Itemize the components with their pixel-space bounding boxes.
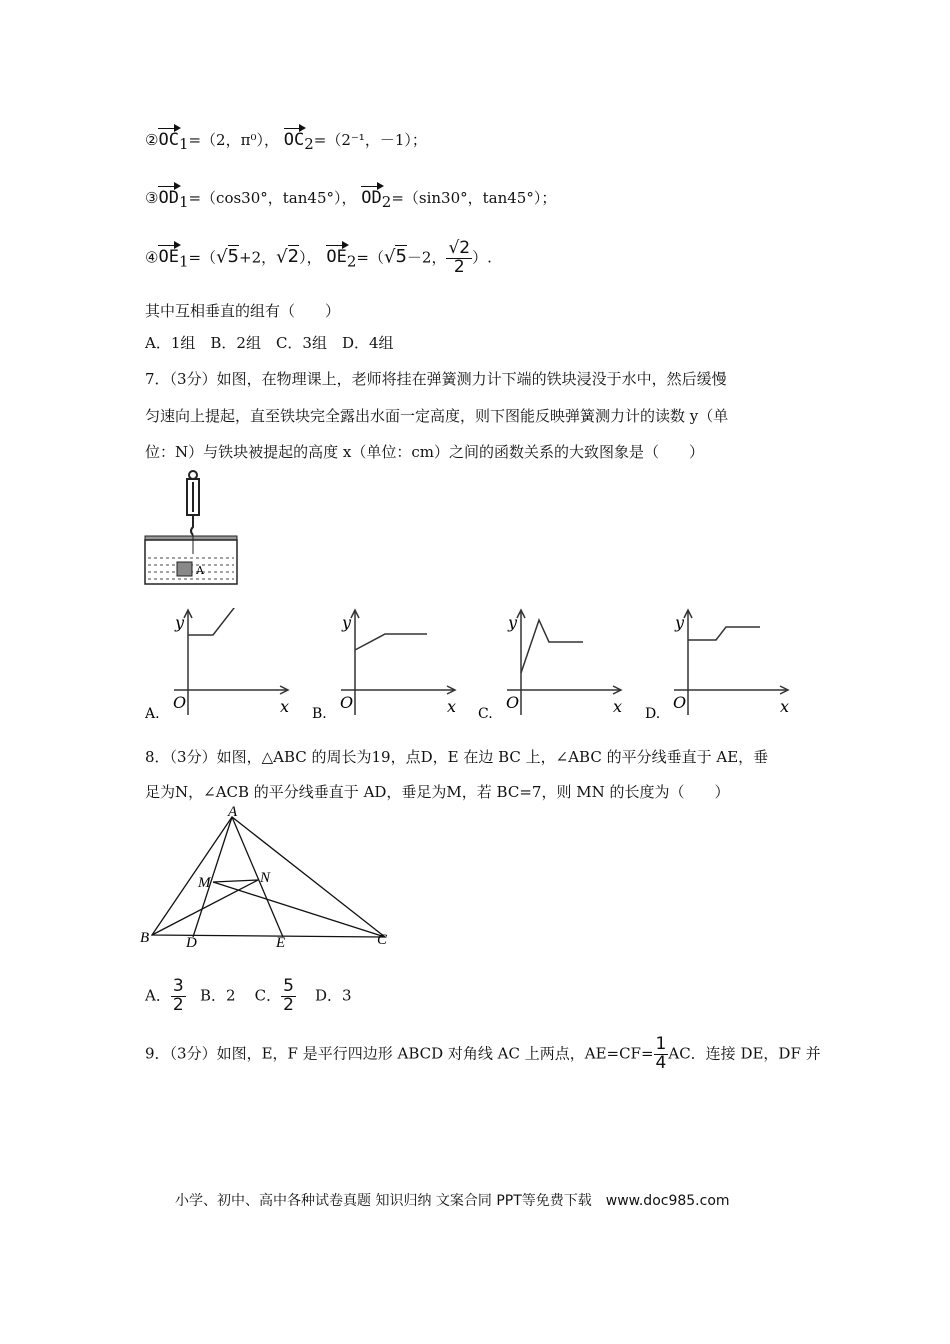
expr: ）. xyxy=(472,248,492,267)
graph-line xyxy=(521,620,583,673)
graph-option-c xyxy=(478,608,628,723)
origin-label: O xyxy=(340,693,354,712)
q9-text: AC．连接 DE，DF 并 xyxy=(668,1044,821,1063)
graph-line xyxy=(355,634,427,650)
vector-oe2: OE xyxy=(326,247,347,268)
fraction: $\frac{√2}{2}$ xyxy=(448,238,471,277)
fraction: $\frac{5}{2}$ xyxy=(283,976,294,1015)
q8-options xyxy=(145,978,352,1015)
expr: =（ xyxy=(356,248,384,267)
subscript: 1 xyxy=(178,252,189,271)
sqrt: √2 xyxy=(276,246,300,268)
expr: =（2⁻¹，－1）； xyxy=(313,131,427,149)
q7-line-1: 7．（3分）如图，在物理课上，老师将挂在弹簧测力计下端的铁块浸没于水中，然后缓慢 xyxy=(145,370,727,388)
vector-oc1: OC xyxy=(158,130,179,150)
point-a: A xyxy=(228,805,238,820)
y-axis-label: y xyxy=(342,613,352,632)
subscript: 1 xyxy=(178,193,189,211)
expr: =（ xyxy=(188,248,217,267)
option-d: D．3 xyxy=(315,986,352,1005)
block-label: A xyxy=(196,564,204,577)
point-d: D xyxy=(186,935,197,950)
item-number: ② xyxy=(145,131,159,149)
subscript: 2 xyxy=(346,252,357,271)
q7-line-2: 匀速向上提起，直至铁块完全露出水面一定高度，则下图能反映弹簧测力计的读数 y（单 xyxy=(145,407,729,425)
point-b: B xyxy=(140,930,150,946)
point-c: C xyxy=(377,932,388,948)
q9-text: 9．（3分）如图，E，F 是平行四边形 ABCD 对角线 AC 上两点，AE=CF= xyxy=(145,1044,654,1063)
origin-label: O xyxy=(506,693,520,712)
item-2 xyxy=(145,128,427,153)
footer: 小学、初中、高中各种试卷真题 知识归纳 文案合同 PPT等免费下载 www.doc985.com xyxy=(175,1193,730,1209)
vector-oe1: OE xyxy=(158,247,179,268)
q6-prompt: 其中互相垂直的组有（ ） xyxy=(145,302,341,320)
vector-od1: OD xyxy=(158,188,179,208)
item-3 xyxy=(145,186,556,211)
q7-line-3: 位：N）与铁块被提起的高度 x（单位：cm）之间的函数关系的大致图象是（ ） xyxy=(145,443,704,461)
point-m: M xyxy=(198,875,211,891)
graph-option-a xyxy=(145,608,295,723)
q6-options: A．1组 B．2组 C．3组 D．4组 xyxy=(145,334,394,352)
option-c: C． xyxy=(254,986,282,1005)
point-e: E xyxy=(276,935,286,950)
graph-line xyxy=(688,627,760,640)
graph-option-d xyxy=(645,608,795,723)
option-b: B．2 xyxy=(199,986,236,1005)
expr: +2， xyxy=(239,248,277,267)
graph-option-b xyxy=(312,608,462,723)
sqrt: √5 xyxy=(216,246,239,268)
triangle-figure xyxy=(140,805,400,950)
subscript: 2 xyxy=(304,135,314,153)
item-4 xyxy=(145,240,492,277)
fraction: $\frac{3}{2}$ xyxy=(172,976,184,1015)
x-axis-label: x xyxy=(780,697,790,716)
expr: =（cos30°，tan45°）， xyxy=(188,189,357,207)
q8-line-2: 足为N，∠ACB 的平分线垂直于 AD，垂足为M，若 BC=7，则 MN 的长度为（ ） xyxy=(145,783,730,801)
x-axis-label: x xyxy=(447,697,457,716)
expr: ）， xyxy=(299,248,322,267)
expr: =（sin30°，tan45°）； xyxy=(391,189,557,207)
q9-line-1 xyxy=(145,1036,821,1073)
vector-od2: OD xyxy=(361,188,382,208)
y-axis-label: y xyxy=(675,613,685,632)
origin-label: O xyxy=(673,693,687,712)
expr: －2， xyxy=(406,248,447,267)
option-label: B. xyxy=(312,706,327,722)
y-axis-label: y xyxy=(175,613,185,632)
origin-label: O xyxy=(173,693,187,712)
point-n: N xyxy=(260,870,271,886)
option-label: C. xyxy=(478,706,493,722)
option-label: D. xyxy=(645,706,661,722)
x-axis-label: x xyxy=(613,697,623,716)
item-number: ④ xyxy=(145,248,159,267)
q8-line-1: 8．（3分）如图，△ABC 的周长为19，点D，E 在边 BC 上，∠ABC 的平分线垂直于 AE，垂 xyxy=(145,748,769,766)
option-label: A. xyxy=(145,706,160,722)
expr: =（2，π⁰）， xyxy=(188,131,279,149)
subscript: 1 xyxy=(178,135,189,153)
subscript: 2 xyxy=(381,193,392,211)
vector-oc2: OC xyxy=(283,130,305,150)
x-axis-label: x xyxy=(280,697,290,716)
option-a: A． xyxy=(145,986,171,1005)
spring-scale-figure xyxy=(140,470,250,590)
y-axis-label: y xyxy=(508,613,518,632)
graph-line xyxy=(188,608,248,635)
fraction: $\frac{1}{4}$ xyxy=(655,1034,667,1073)
item-number: ③ xyxy=(145,189,159,207)
sqrt: √5 xyxy=(383,246,407,268)
